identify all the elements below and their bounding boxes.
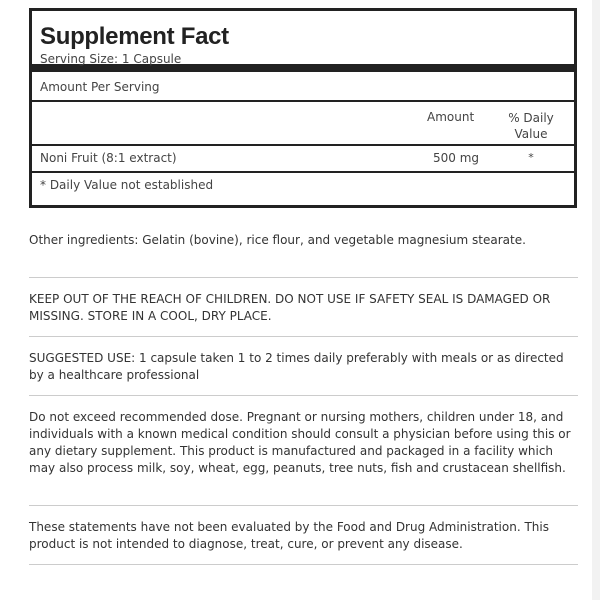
other-ingredients-text: Other ingredients: Gelatin (bovine), rice flour, and vegetable magnesium stearate.: [29, 233, 526, 247]
caution-text: Do not exceed recommended dose. Pregnant or nursing mothers, children under 18, and individuals with a known medical condition should consult a physician before using this or any dietary supplement. This product is manufactured and packaged in a facility which may also process milk, soy, wheat, egg, peanuts, tree nuts, fish and crustacean shellfish.: [29, 410, 571, 475]
nutrient-amount: 500 mg: [433, 151, 480, 165]
nutrient-name: Noni Fruit (8:1 extract): [40, 151, 177, 165]
column-header-amount: Amount: [427, 110, 475, 124]
column-header-daily-value: % Daily Value: [508, 111, 554, 141]
page-edge-strip: [592, 0, 600, 600]
section-divider: [29, 395, 578, 396]
fda-disclaimer-text: These statements have not been evaluated by the Food and Drug Administration. This product is not intended to diagnose, treat, cure, or prevent any disease.: [29, 520, 549, 551]
warning-text: KEEP OUT OF THE REACH OF CHILDREN. DO NOT USE IF SAFETY SEAL IS DAMAGED OR MISSING. STORE IN A COOL, DRY PLACE.: [29, 292, 551, 323]
section-divider: [29, 336, 578, 337]
section-divider: [29, 505, 578, 506]
nutrient-daily-value: *: [528, 151, 534, 164]
nutrient-row: [32, 146, 574, 173]
supplement-facts-panel: [29, 8, 577, 208]
amount-per-serving-label: Amount Per Serving: [40, 80, 160, 94]
footnote-row: [32, 173, 574, 199]
suggested-use-text: SUGGESTED USE: 1 capsule taken 1 to 2 times daily preferably with meals or as directed by a healthcare professional: [29, 351, 564, 382]
section-divider: [29, 277, 578, 278]
daily-value-footnote: * Daily Value not established: [40, 178, 214, 192]
facts-header: [32, 11, 574, 72]
amount-per-serving-row: [32, 72, 574, 102]
section-divider: [29, 564, 578, 565]
column-headers-row: [32, 102, 574, 146]
serving-size: Serving Size: 1 Capsule: [40, 52, 182, 66]
facts-title: Supplement Fact: [40, 23, 229, 50]
